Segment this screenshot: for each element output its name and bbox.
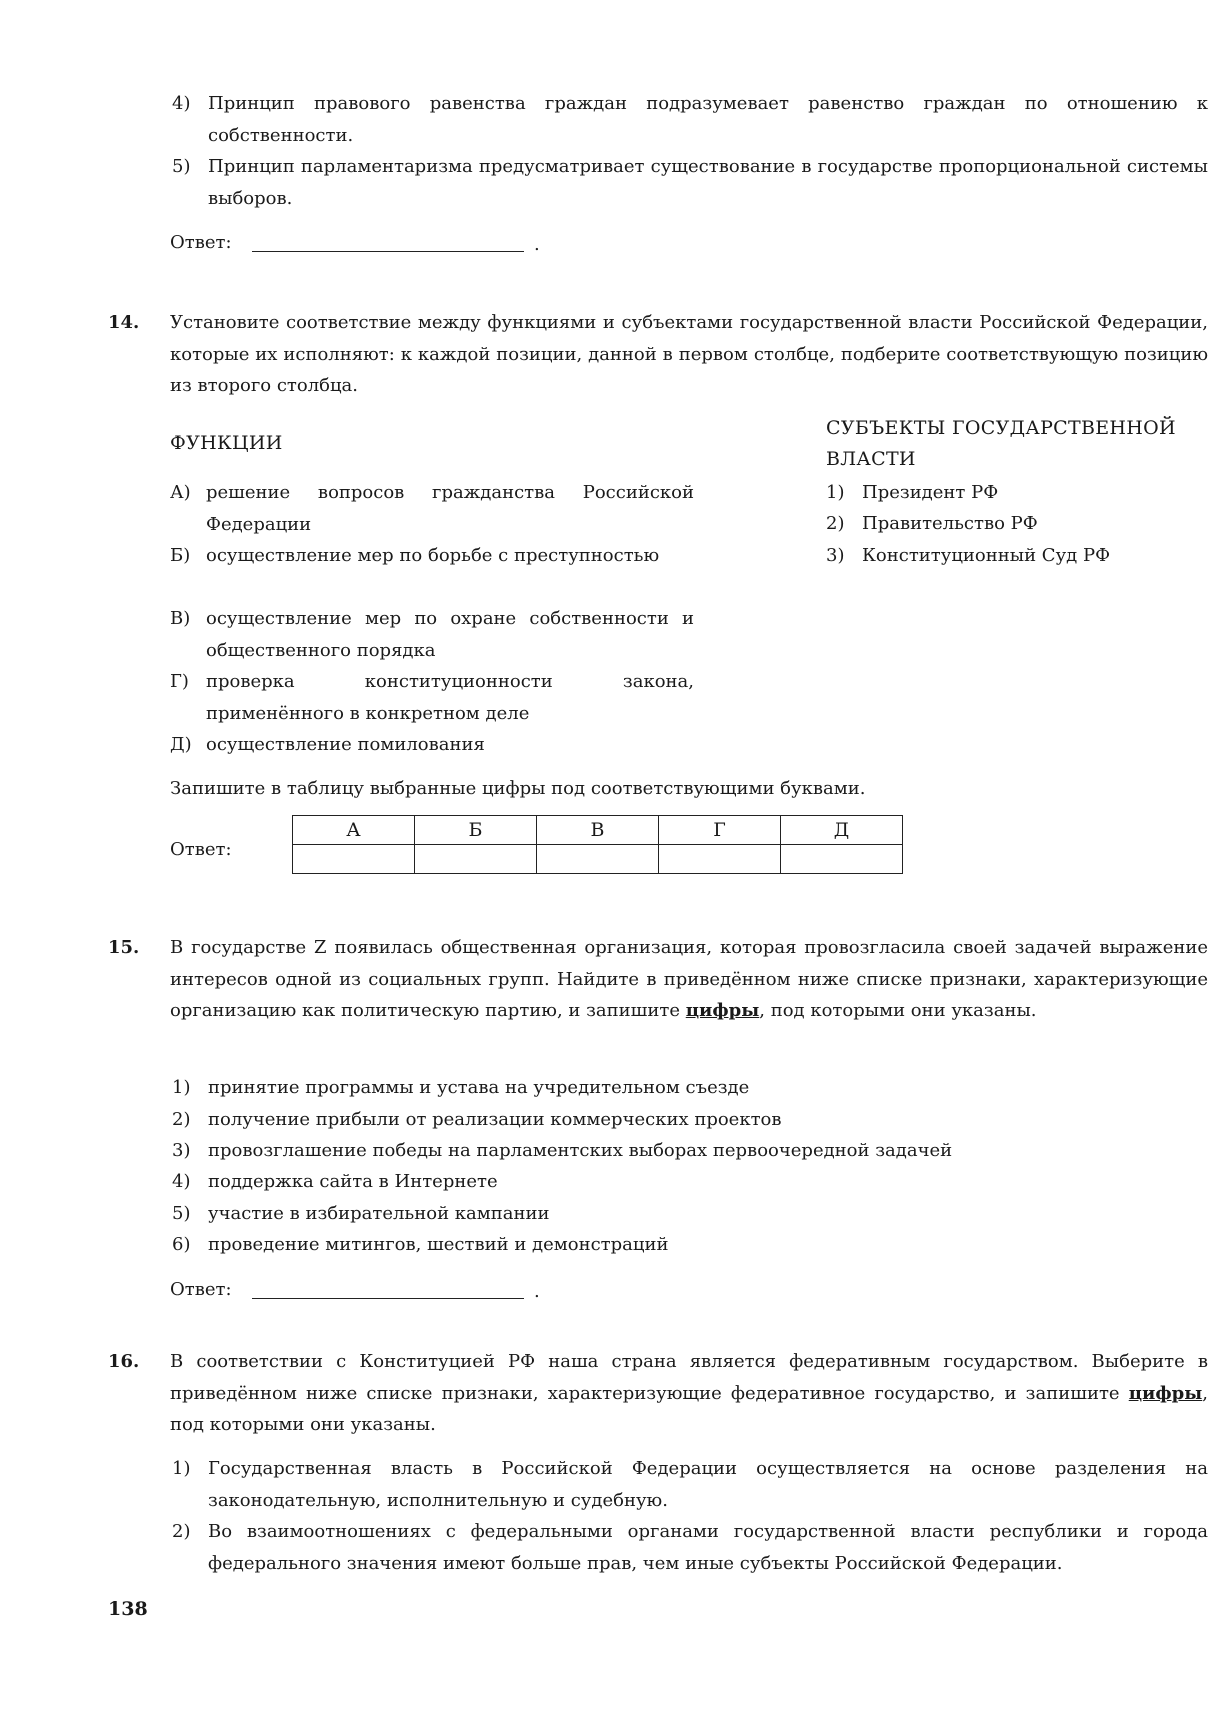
q13-item-4 [172,88,1208,151]
q14-answer-cell-v[interactable] [537,845,659,874]
q16-item-2 [172,1516,1208,1579]
page-number: 138 [108,1598,148,1620]
q16-text-emphasis: цифры [1128,1382,1203,1404]
q16-item-1 [172,1453,1208,1516]
q15-item-5-text: участие в избирательной кампании [208,1203,550,1224]
q14-answer-table [292,815,903,874]
q16-item-1-text: Государственная власть в Российской Федерации осуществляется на основе разделения на законодательную, исполнительную и судебную. [208,1458,1208,1511]
q15-number: 15. [108,937,140,958]
q15-item-1 [172,1072,1208,1104]
q15-answer-field[interactable] [252,1298,524,1299]
q14-answer-table-input-row [293,845,903,874]
q14-answer-header-d: Д [781,816,903,845]
q15-item-4-text: поддержка сайта в Интернете [208,1171,498,1192]
q14-subject-1 [826,477,1206,509]
q14-function-v [170,603,694,666]
q14-answer-header-v: В [537,816,659,845]
q14-answer-cell-a[interactable] [293,845,415,874]
q13-item-5 [172,151,1208,214]
q14-function-d-letter: Д) [170,734,192,755]
q14-answer-cell-d[interactable] [781,845,903,874]
q14-answer-header-b: Б [415,816,537,845]
q14-function-v-text: осуществление мер по охране собственности и общественного порядка [206,608,694,661]
q14-subject-1-text: Президент РФ [862,482,999,503]
q14-subject-3 [826,540,1206,572]
q14-function-g-letter: Г) [170,671,189,692]
q14-function-d [170,729,694,761]
q16-item-2-text: Во взаимоотношениях с федеральными органами государственной власти республики и города федерального значения имеют больше прав, чем иные субъекты Российской Федерации. [208,1521,1208,1574]
q14-answer-cell-b[interactable] [415,845,537,874]
q14-subjects-header: СУБЪЕКТЫ ГОСУДАРСТВЕННОЙ ВЛАСТИ [826,417,1176,470]
q14-function-g [170,666,694,729]
q16-number: 16. [108,1351,140,1372]
q13-answer-dot: . [534,234,540,255]
q15-item-5-num: 5) [172,1203,191,1224]
q15-text [170,932,1208,1027]
q14-subject-3-num: 3) [826,545,845,566]
q14-function-v-letter: В) [170,608,191,629]
q16-text [170,1346,1208,1441]
q14-subject-2-num: 2) [826,513,845,534]
q15-item-1-num: 1) [172,1077,191,1098]
q13-item-5-text: Принцип парламентаризма предусматривает существование в государстве пропорциональной системы выборов. [208,156,1208,209]
q14-subject-2-text: Правительство РФ [862,513,1038,534]
q15-item-4 [172,1166,1208,1198]
q15-item-5 [172,1198,1208,1230]
q13-item-4-num: 4) [172,93,191,114]
q16-text-after: , под которыми они указаны. [170,1382,1208,1435]
q14-instruction: Запишите в таблицу выбранные цифры под соответствующими буквами. [170,778,866,799]
q14-answer-header-a: А [293,816,415,845]
q15-text-after: , под которыми они указаны. [759,1000,1037,1021]
q15-text-before: В государстве Z появилась общественная организация, которая провозгласила своей задачей выражение интересов одной из социальных групп. Найдите в приведённом ниже списке признаки, характеризующие организацию как политическую партию, и запишите [170,937,1208,1021]
q14-subject-3-text: Конституционный Суд РФ [862,545,1111,566]
q15-item-6-num: 6) [172,1234,191,1255]
q14-function-d-text: осуществление помилования [206,734,485,755]
q15-item-4-num: 4) [172,1171,191,1192]
q14-function-a-letter: А) [170,482,191,503]
q15-item-3 [172,1135,1208,1167]
q14-function-g-text: проверка конституционности закона, применённого в конкретном деле [206,671,694,724]
q16-item-2-num: 2) [172,1521,191,1542]
q14-function-a-text: решение вопросов гражданства Российской Федерации [206,482,694,535]
q14-function-b [170,540,694,572]
q14-number: 14. [108,312,140,333]
q15-answer-dot: . [534,1281,540,1302]
q14-answer-header-g: Г [659,816,781,845]
q15-item-3-num: 3) [172,1140,191,1161]
q13-answer-label: Ответ: [170,232,232,253]
q15-item-2 [172,1104,1208,1136]
q15-item-2-num: 2) [172,1109,191,1130]
q13-answer-field[interactable] [252,251,524,252]
q15-item-2-text: получение прибыли от реализации коммерческих проектов [208,1109,782,1130]
q15-text-emphasis: цифры [685,1000,760,1021]
q14-answer-label: Ответ: [170,839,232,860]
q15-item-6-text: проведение митингов, шествий и демонстраций [208,1234,669,1255]
q14-text: Установите соответствие между функциями и субъектами государственной власти Российской Федерации, которые их исполняют: к каждой позиции, данной в первом столбце, подберите соответствующую позицию из второго столбца. [170,312,1208,396]
q15-item-6 [172,1229,1208,1261]
q16-text-before: В соответствии с Конституцией РФ наша страна является федеративным государством. Выберите в приведённом ниже списке признаки, характеризующие федеративное государство, и запишите [170,1351,1208,1404]
q15-item-1-text: принятие программы и устава на учредительном съезде [208,1077,750,1098]
q15-answer-label: Ответ: [170,1279,232,1300]
q14-answer-cell-g[interactable] [659,845,781,874]
q14-function-b-letter: Б) [170,545,191,566]
q13-item-5-num: 5) [172,156,191,177]
q14-subject-1-num: 1) [826,482,845,503]
q16-item-1-num: 1) [172,1458,191,1479]
q14-answer-table-header-row [293,816,903,845]
q14-subject-2 [826,508,1206,540]
q15-item-3-text: провозглашение победы на парламентских выборах первоочередной задачей [208,1140,953,1161]
q14-function-b-text: осуществление мер по борьбе с преступностью [206,545,660,566]
q13-item-4-text: Принцип правового равенства граждан подразумевает равенство граждан по отношению к собственности. [208,93,1208,146]
q14-functions-header: ФУНКЦИИ [170,432,283,454]
q14-function-a [170,477,694,540]
